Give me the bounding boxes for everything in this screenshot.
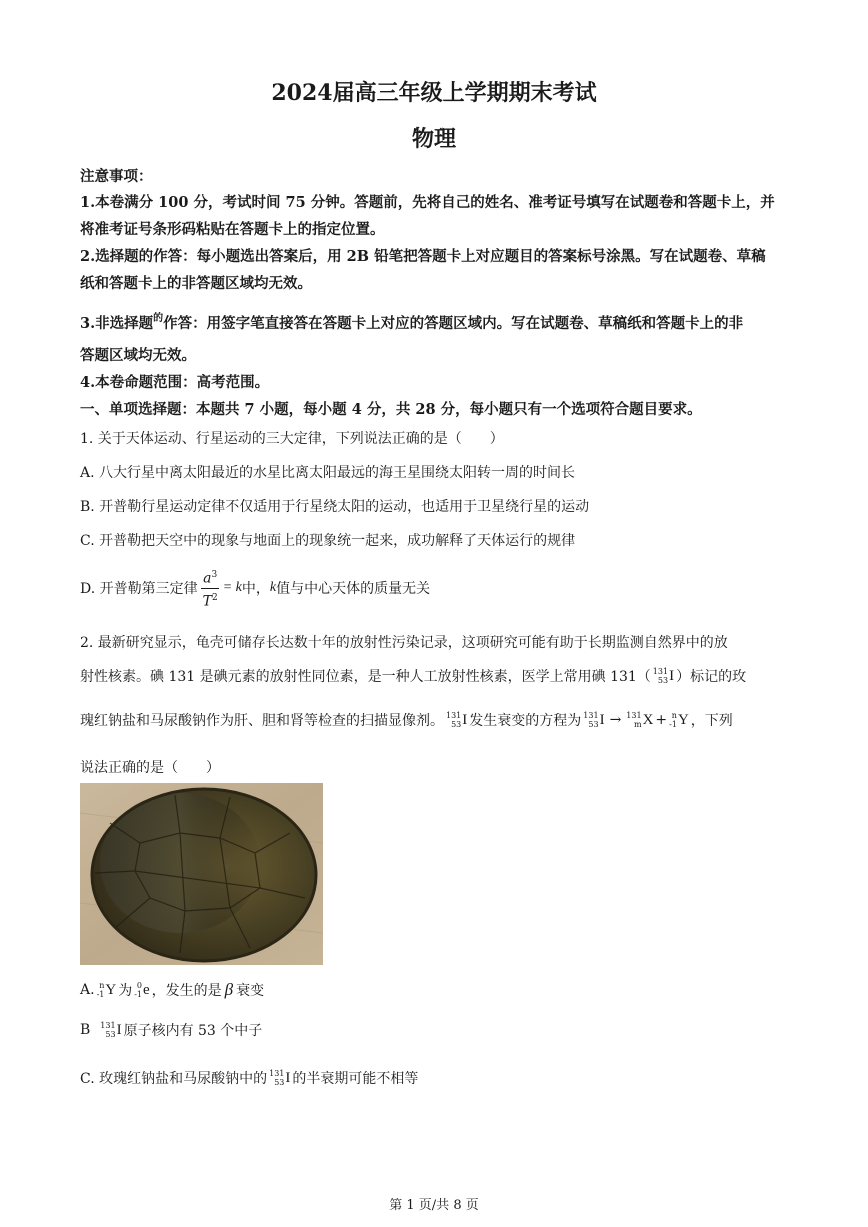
q1-option-d-post: 中， — [241, 581, 270, 598]
q2-option-c — [80, 1068, 418, 1088]
notice-item3-sup: 的 — [153, 313, 164, 324]
q1-option-b: B. 开普勒行星运动定律不仅适用于行星绕太阳的运动，也适用于卫星绕行星的运动 — [80, 499, 590, 515]
notice-item3-line1 — [80, 312, 743, 333]
notice-item2-line2: 纸和答题卡上的非答题区域均无效。 — [80, 275, 312, 292]
q2-line3-c: ，下列 — [690, 713, 733, 729]
q2-line2-a: 射性核素。碘 131 是碘元素的放射性同位素，是一种人工放射性核素，医学上常用碘 131（ — [80, 669, 651, 685]
iodine-131-symbol: 131 53 I — [583, 711, 605, 729]
fraction-denominator: $T^2$ — [202, 592, 218, 610]
q2-option-b — [80, 1020, 262, 1040]
q2-option-a-post: ，发生的是 — [151, 983, 222, 999]
q2-line2-b: ）标记的玫 — [676, 669, 747, 685]
q2-line2 — [80, 666, 746, 686]
electron-symbol: 0 -1 e — [134, 981, 150, 999]
q1-option-d — [80, 566, 430, 610]
q1-option-d-pre: D. 开普勒第三定律 — [80, 581, 198, 598]
q2-option-c-post: 的半衰期可能不相等 — [292, 1071, 419, 1087]
nuclide-y-symbol: n -1 Y — [96, 981, 117, 999]
reaction-arrow: → — [609, 712, 622, 728]
q2-option-b-post: 原子核内有 53 个中子 — [123, 1023, 263, 1039]
notice-item2-line1: 2.选择题的作答：每小题选出答案后，用 2B 铅笔把答题卡上对应题目的答案标号涂黑。写在试题卷、草稿 — [80, 248, 766, 265]
iodine-131-symbol: 131 53 I — [269, 1069, 291, 1087]
iodine-131-symbol: 131 53 I — [446, 711, 468, 729]
exam-title: 2024届高三年级上学期期末考试 — [271, 80, 597, 106]
turtle-shell-photo — [80, 783, 323, 965]
fraction-numerator: $a^3$ — [201, 566, 219, 589]
notice-heading: 注意事项： — [80, 168, 153, 185]
nuclide-x-symbol: 131 m X — [626, 711, 654, 729]
q1-option-d-k: k — [269, 580, 277, 596]
q2-line3 — [80, 710, 733, 730]
notice-item1-line2: 将准考证号条形码粘贴在答题卡上的指定位置。 — [80, 221, 385, 238]
iodine-131-symbol: 131 53 I — [100, 1021, 122, 1039]
q2-line3-b: 发生衰变的方程为 — [469, 713, 582, 729]
notice-item4: 4.本卷命题范围：高考范围。 — [80, 374, 270, 391]
q2-line3-a: 瑰红钠盐和马尿酸钠作为肝、胆和肾等检查的扫描显像剂。 — [80, 713, 444, 729]
notice-item3-b: 作答：用签字笔直接答在答题卡上对应的答题区域内。写在试题卷、草稿纸和答题卡上的非 — [163, 315, 744, 332]
beta-symbol: β — [224, 980, 234, 999]
q2-option-b-pre: B — [80, 1022, 91, 1038]
notice-item1-line1: 1.本卷满分 100 分，考试时间 75 分钟。答题前，先将自己的姓名、准考证号填写在试题卷和答题卡上，并 — [80, 194, 775, 211]
q2-option-a-mid: 为 — [118, 983, 133, 999]
plus-sign: + — [655, 712, 668, 728]
q2-line4: 说法正确的是（ ） — [80, 760, 220, 776]
section1-heading: 一、单项选择题：本题共 7 小题，每小题 4 分，共 28 分，每小题只有一个选项符合题目要求。 — [80, 401, 702, 418]
q1-option-d-eq: = k — [222, 580, 242, 596]
q2-line1: 2. 最新研究显示，龟壳可储存长达数十年的放射性污染记录，这项研究可能有助于长期监测自然界中的放 — [80, 635, 728, 651]
notice-item3-line2: 答题区域均无效。 — [80, 347, 196, 364]
q2-option-c-pre: C. 玫瑰红钠盐和马尿酸钠中的 — [80, 1071, 268, 1087]
q1-option-d-tail: 值与中心天体的质量无关 — [276, 581, 431, 598]
subject-title: 物理 — [411, 126, 456, 152]
kepler-fraction — [201, 566, 220, 610]
q1-option-c: C. 开普勒把天空中的现象与地面上的现象统一起来，成功解释了天体运行的规律 — [80, 533, 576, 549]
q2-option-a — [80, 980, 264, 1000]
iodine-131-symbol: 131 53 I — [652, 667, 675, 685]
q2-option-a-tail: 衰变 — [236, 983, 265, 999]
notice-item3-a: 3.非选择题 — [80, 315, 154, 332]
q1-stem: 1. 关于天体运动、行星运动的三大定律，下列说法正确的是（ ） — [80, 431, 504, 447]
q1-option-a: A. 八大行星中离太阳最近的水星比离太阳最远的海王星围绕太阳转一周的时间长 — [80, 465, 576, 481]
q2-option-a-pre: A. — [80, 982, 95, 998]
nuclide-y-symbol: n -1 Y — [669, 711, 689, 729]
page-number: 第 1 页/共 8 页 — [389, 1198, 479, 1213]
